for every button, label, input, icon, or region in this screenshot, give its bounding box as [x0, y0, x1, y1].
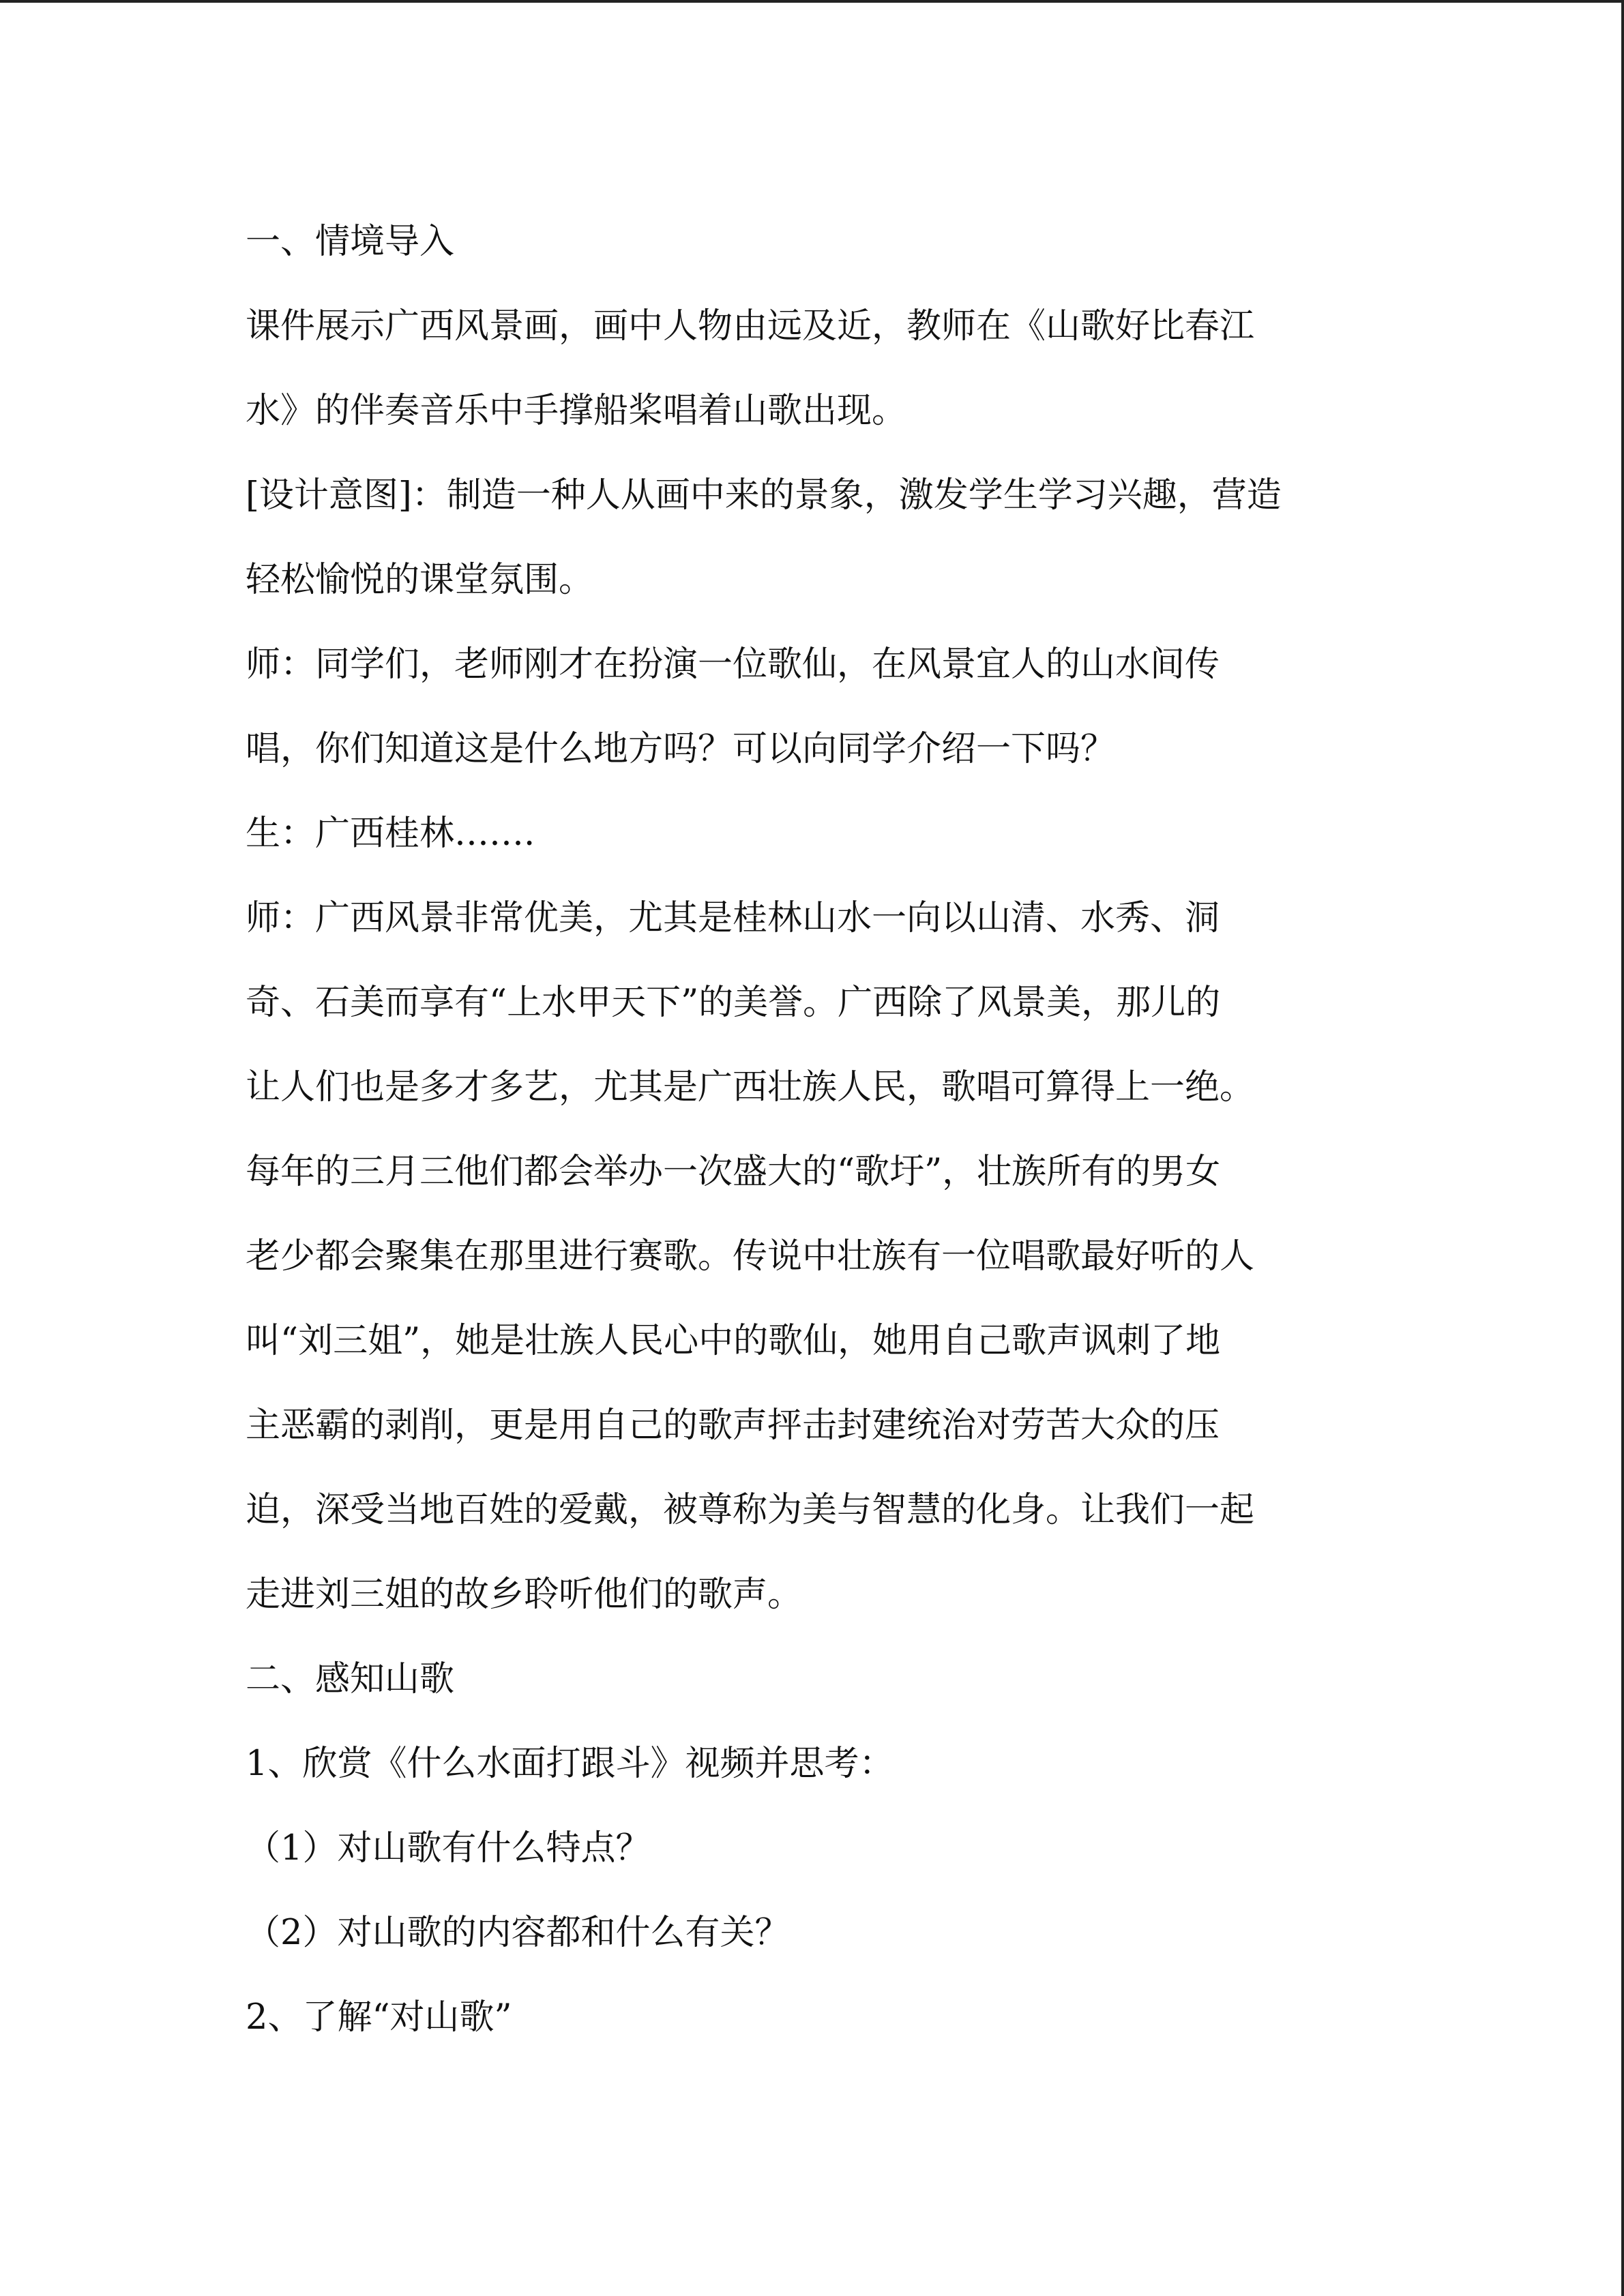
paragraph-line: 水》的伴奏音乐中手撑船桨唱着山歌出现。 — [246, 391, 907, 431]
paragraph-line: 奇、石美而享有“上水甲天下”的美誉。广西除了风景美，那儿的 — [246, 983, 1221, 1023]
paragraph-line: 让人们也是多才多艺，尤其是广西壮族人民，歌唱可算得上一绝。 — [246, 1067, 1255, 1107]
paragraph-line: 每年的三月三他们都会举办一次盛大的“歌圩”，壮族所有的男女 — [246, 1152, 1221, 1192]
sub-list-item: （2）对山歌的内容都和什么有关？ — [246, 1913, 790, 1953]
paragraph-line: 老少都会聚集在那里进行赛歌。传说中壮族有一位唱歌最好听的人 — [246, 1236, 1255, 1277]
paragraph-line: 轻松愉悦的课堂氛围。 — [246, 560, 594, 600]
student-line: 生：广西桂林……. — [246, 814, 535, 854]
paragraph-line: 课件展示广西风景画，画中人物由远及近，教师在《山歌好比春江 — [246, 306, 1255, 346]
teacher-line: 师：同学们，老师刚才在扮演一位歌仙，在风景宜人的山水间传 — [246, 644, 1220, 685]
teacher-line: 师：广西风景非常优美，尤其是桂林山水一向以山清、水秀、洞 — [246, 898, 1220, 938]
paragraph-line: 唱，你们知道这是什么地方吗？可以向同学介绍一下吗？ — [246, 729, 1116, 769]
paragraph-line: 主恶霸的剥削，更是用自己的歌声抨击封建统治对劳苦大众的压 — [246, 1405, 1220, 1446]
paragraph-line: 走进刘三姐的故乡聆听他们的歌声。 — [246, 1575, 803, 1615]
list-item: 2、了解“对山歌” — [246, 1997, 512, 2038]
list-item: 1、欣赏《什么水面打跟斗》视频并思考： — [246, 1744, 894, 1784]
sub-list-item: （1）对山歌有什么特点？ — [246, 1828, 651, 1868]
heading-situation-intro: 一、情境导入 — [246, 222, 455, 262]
heading-perceive-folk-songs: 二、感知山歌 — [246, 1659, 455, 1699]
paragraph-line: 迫，深受当地百姓的爱戴，被尊称为美与智慧的化身。让我们一起 — [246, 1490, 1255, 1530]
paragraph-line: 叫“刘三姐”，她是壮族人民心中的歌仙，她用自己歌声讽刺了地 — [246, 1321, 1221, 1361]
design-intent-line: [设计意图]：制造一种人从画中来的景象，激发学生学习兴趣，营造 — [246, 475, 1282, 516]
